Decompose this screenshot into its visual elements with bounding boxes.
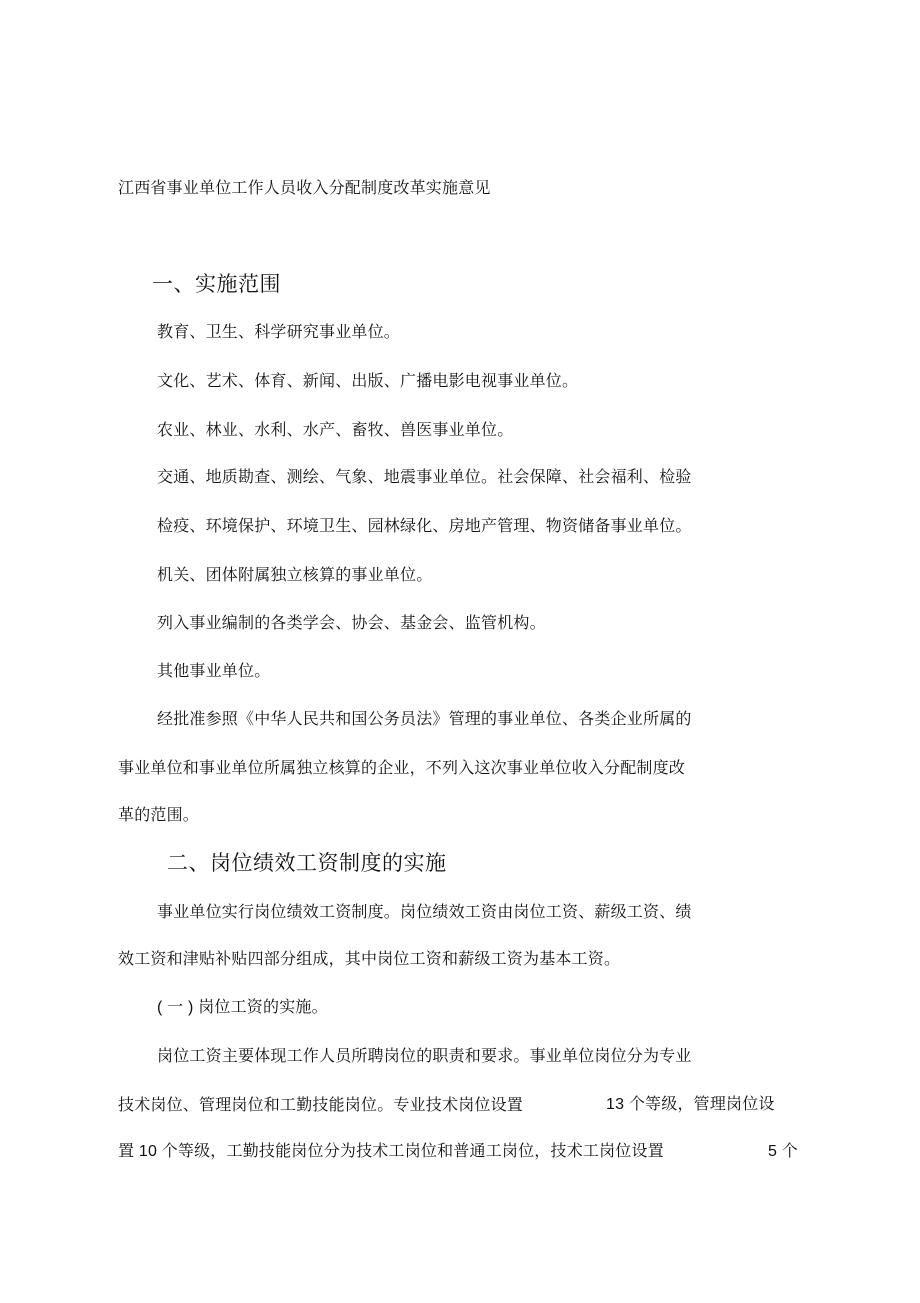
scope-item: 列入事业编制的各类学会、协会、基金会、监管机构。: [157, 613, 546, 632]
body-paragraph-line: 岗位工资主要体现工作人员所聘岗位的职责和要求。事业单位岗位分为专业: [157, 1046, 692, 1065]
body-paragraph-line: 技术岗位、管理岗位和工勤技能岗位。专业技术岗位设置: [118, 1095, 524, 1114]
intro-paragraph-line: 事业单位实行岗位绩效工资制度。岗位绩效工资由岗位工资、薪级工资、绩: [157, 902, 692, 921]
exclusion-paragraph-line: 事业单位和事业单位所属独立核算的企业，不列入这次事业单位收入分配制度改: [118, 758, 686, 777]
section-heading-scope: 一、实施范围: [152, 272, 281, 296]
body-paragraph-line: 5 个: [768, 1143, 798, 1160]
exclusion-paragraph-line: 革的范围。: [118, 805, 200, 824]
scope-item: 农业、林业、水利、水产、畜牧、兽医事业单位。: [157, 420, 514, 439]
scope-item: 检疫、环境保护、环境卫生、园林绿化、房地产管理、物资储备事业单位。: [157, 516, 692, 535]
scope-item: 教育、卫生、科学研究事业单位。: [157, 322, 401, 341]
body-paragraph-line: 置 10 个等级，工勤技能岗位分为技术工岗位和普通工岗位，技术工岗位设置: [118, 1143, 664, 1160]
document-title: 江西省事业单位工作人员收入分配制度改革实施意见: [118, 178, 491, 197]
scope-item: 机关、团体附属独立核算的事业单位。: [157, 565, 433, 584]
scope-item: 交通、地质勘查、测绘、气象、地震事业单位。社会保障、社会福利、检验: [157, 467, 692, 486]
intro-paragraph-line: 效工资和津贴补贴四部分组成，其中岗位工资和薪级工资为基本工资。: [118, 949, 621, 968]
subheading-post-salary: ( 一 ) 岗位工资的实施。: [157, 999, 328, 1016]
scope-item: 文化、艺术、体育、新闻、出版、广播电影电视事业单位。: [157, 371, 579, 390]
section-heading-salary-system: 二、岗位绩效工资制度的实施: [167, 851, 447, 875]
scope-item: 其他事业单位。: [157, 661, 271, 680]
exclusion-paragraph-line: 经批准参照《中华人民共和国公务员法》管理的事业单位、各类企业所属的: [157, 709, 692, 728]
body-paragraph-line: 13 个等级，管理岗位设: [606, 1096, 775, 1113]
